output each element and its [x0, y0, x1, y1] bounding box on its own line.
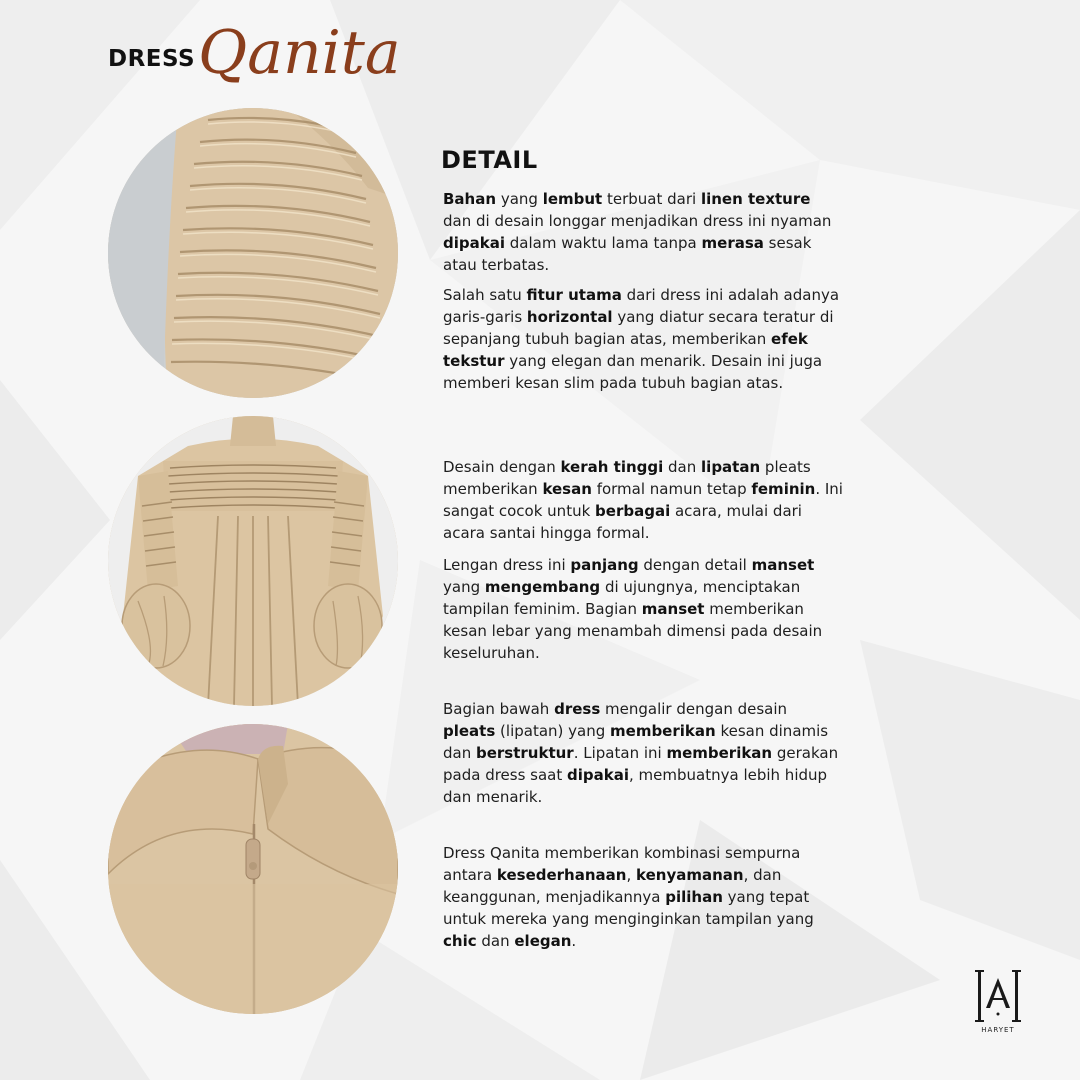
photo-shoulder-pintucks	[108, 108, 398, 398]
brand-wordmark: HARYET	[981, 1026, 1015, 1034]
photo-dress-front	[108, 416, 398, 706]
photo-collar-zipper	[108, 724, 398, 1014]
paragraph-summary: Dress Qanita memberikan kombinasi sempurna antara kesederhanaan, kenyamanan, dan keanggunan, menjadikannya pilihan yang tepat untuk mereka yang menginginkan tampilan yang chic dan elegan.	[443, 844, 814, 950]
title-label: DRESS	[108, 46, 196, 72]
paragraph-main-feature: Salah satu fitur utama dari dress ini adalah adanya garis-garis horizontal yang diatur secara teratur di sepanjang tubuh bagian atas, memberikan efek tekstur yang elegan dan menarik. Desain ini juga memberi kesan slim pada tubuh bagian atas.	[443, 286, 840, 392]
paragraph-skirt: Bagian bawah dress mengalir dengan desain pleats (lipatan) yang memberikan kesan dinamis dan berstruktur. Lipatan ini memberikan gerakan pada dress saat dipakai, membuatnya lebih hidup dan menarik.	[443, 700, 839, 806]
title-product-name: Qanita	[198, 18, 401, 88]
paragraph-sleeves: Lengan dress ini panjang dengan detail manset yang mengembang di ujungnya, menciptakan tampilan feminim. Bagian manset memberikan kesan lebar yang menambah dimensi pada desain keseluruhan.	[443, 556, 823, 662]
section-heading: DETAIL	[441, 146, 538, 174]
paragraph-material: Bahan yang lembut terbuat dari linen texture dan di desain longgar menjadikan dress ini nyaman dipakai dalam waktu lama tanpa merasa sesak atau terbatas.	[443, 190, 832, 274]
paragraph-collar-pleats: Desain dengan kerah tinggi dan lipatan pleats memberikan kesan formal namun tetap feminin. Ini sangat cocok untuk berbagai acara, mulai dari acara santai hingga formal.	[443, 458, 843, 542]
brand-logo	[972, 964, 1024, 1038]
